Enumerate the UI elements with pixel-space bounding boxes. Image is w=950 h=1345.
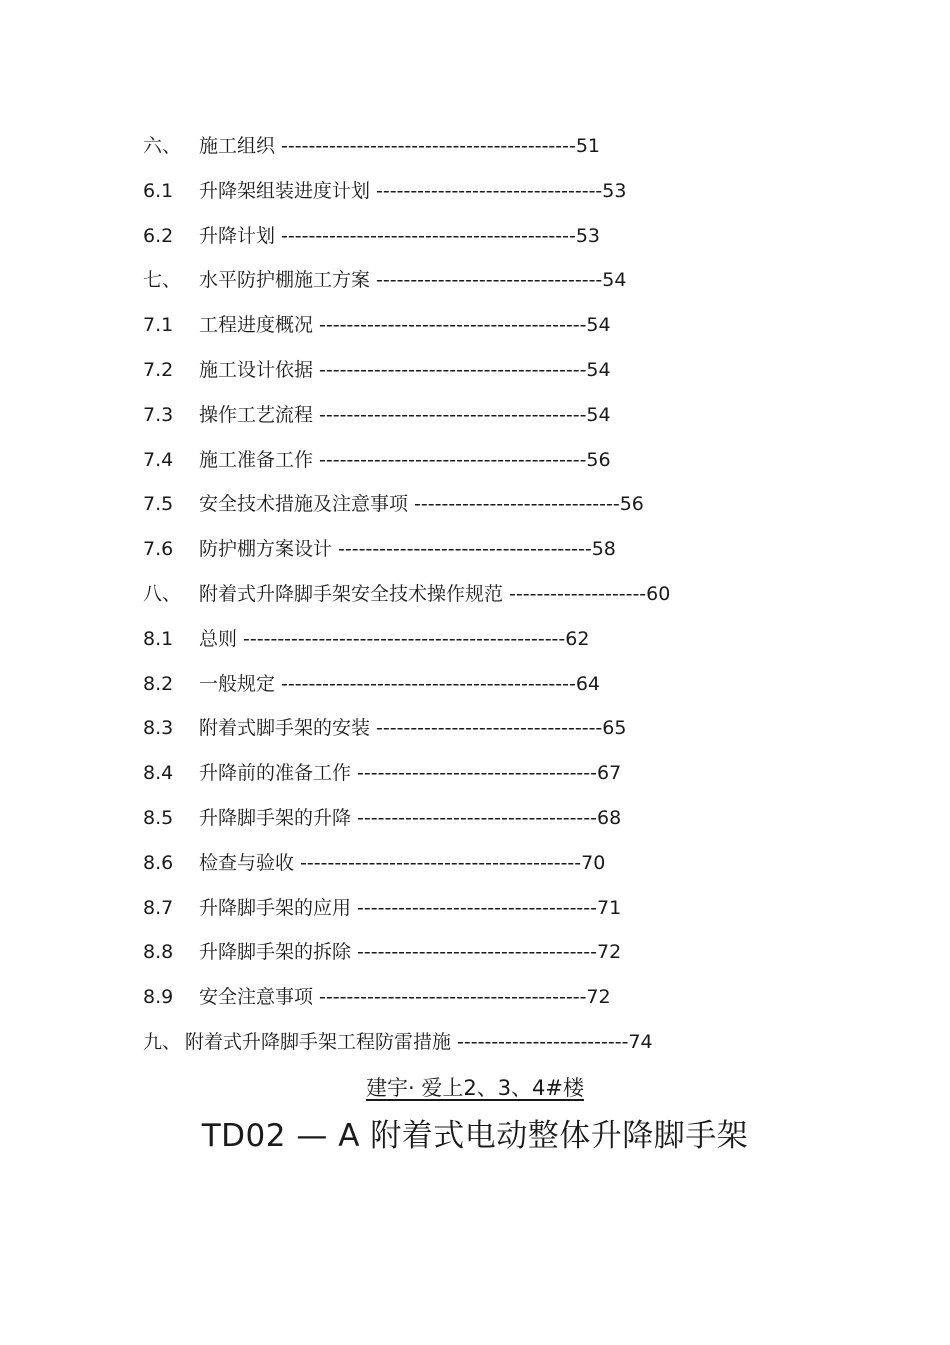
toc-entry xyxy=(143,617,863,662)
toc-title: 升降脚手架的升降 -----------------------------------68 xyxy=(199,806,622,829)
toc-number: 八、 xyxy=(143,582,182,605)
document-title: TD02 — A 附着式电动整体升降脚手架 xyxy=(201,1118,749,1154)
toc-entry xyxy=(143,393,863,438)
toc-number: 8.3 xyxy=(143,717,174,740)
toc-title: 水平防护棚施工方案 ---------------------------------54 xyxy=(199,269,627,292)
toc-entry xyxy=(143,303,863,348)
toc-number: 8.1 xyxy=(143,627,174,650)
toc-title: 升降计划 -------------------------------------------53 xyxy=(199,224,601,247)
toc-title: 附着式脚手架的安装 ---------------------------------65 xyxy=(199,717,627,740)
toc-entry xyxy=(143,796,863,841)
toc-entry xyxy=(143,258,863,303)
toc-entry xyxy=(143,662,863,707)
toc-title: 施工组织 -------------------------------------------51 xyxy=(199,135,601,157)
toc-entry xyxy=(143,438,863,483)
toc-number: 6.2 xyxy=(143,224,174,247)
toc-number: 8.7 xyxy=(143,896,174,919)
toc-number: 8.2 xyxy=(143,672,174,695)
toc-entry xyxy=(143,886,863,931)
toc-number: 8.8 xyxy=(143,941,174,964)
toc-entry xyxy=(143,214,863,259)
toc-title: 一般规定 -------------------------------------------64 xyxy=(199,672,601,695)
toc-entry xyxy=(143,751,863,796)
toc-title: 操作工艺流程 ---------------------------------------54 xyxy=(199,403,611,426)
table-of-contents xyxy=(143,124,863,1065)
toc-title: 工程进度概况 ---------------------------------------54 xyxy=(199,314,611,337)
toc-title: 升降架组装进度计划 ---------------------------------53 xyxy=(199,179,627,202)
project-subtitle xyxy=(0,1072,950,1104)
toc-title: 安全技术措施及注意事项 ------------------------------56 xyxy=(199,493,644,516)
toc-title: 施工准备工作 ---------------------------------------56 xyxy=(199,448,611,471)
toc-title: 附着式升降脚手架工程防雷措施 -------------------------74 xyxy=(185,1030,653,1053)
toc-number: 8.9 xyxy=(143,986,174,1009)
toc-entry xyxy=(143,706,863,751)
toc-title: 升降脚手架的应用 -----------------------------------71 xyxy=(199,896,622,919)
toc-title: 升降前的准备工作 -----------------------------------67 xyxy=(199,762,622,785)
toc-title: 附着式升降脚手架安全技术操作规范 --------------------60 xyxy=(199,582,671,605)
toc-number: 7.6 xyxy=(143,538,174,561)
toc-entry xyxy=(143,124,863,169)
toc-number: 6.1 xyxy=(143,179,174,202)
toc-entry xyxy=(143,169,863,214)
subtitle-text: 建宇· 爱上2、3、4#楼 xyxy=(365,1076,585,1100)
toc-number: 七、 xyxy=(143,269,182,292)
toc-number: 7.4 xyxy=(143,448,174,471)
toc-entry xyxy=(143,482,863,527)
toc-entry xyxy=(143,975,863,1020)
toc-number: 六、 xyxy=(143,135,182,157)
toc-title: 总则 -----------------------------------------------62 xyxy=(199,627,590,650)
toc-title: 防护棚方案设计 -------------------------------------58 xyxy=(199,538,616,561)
toc-number: 九、 xyxy=(143,1030,182,1053)
toc-title: 检查与验收 -----------------------------------------70 xyxy=(199,851,606,874)
toc-number: 7.5 xyxy=(143,493,174,516)
toc-entry xyxy=(143,1020,863,1065)
toc-entry xyxy=(143,527,863,572)
toc-number: 8.5 xyxy=(143,806,174,829)
toc-number: 8.6 xyxy=(143,851,174,874)
toc-entry xyxy=(143,348,863,393)
toc-number: 7.2 xyxy=(143,358,174,381)
toc-entry xyxy=(143,930,863,975)
toc-title: 安全注意事项 ---------------------------------------72 xyxy=(199,986,611,1009)
toc-title: 施工设计依据 ---------------------------------------54 xyxy=(199,358,611,381)
toc-number: 8.4 xyxy=(143,762,174,785)
toc-number: 7.3 xyxy=(143,403,174,426)
toc-entry xyxy=(143,572,863,617)
toc-entry xyxy=(143,841,863,886)
toc-title: 升降脚手架的拆除 -----------------------------------72 xyxy=(199,941,622,964)
toc-number: 7.1 xyxy=(143,314,174,337)
